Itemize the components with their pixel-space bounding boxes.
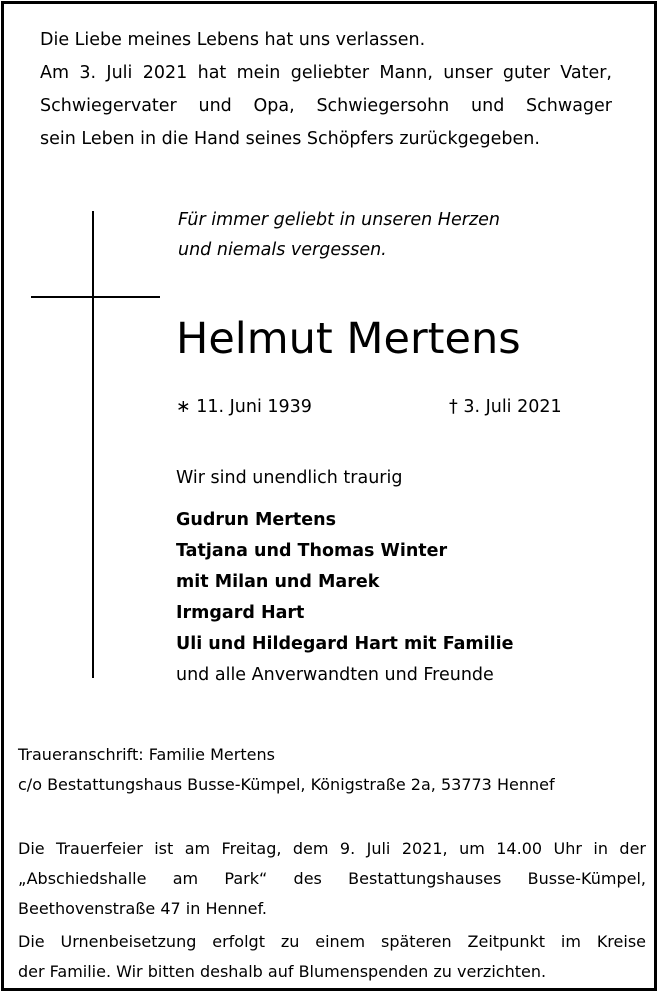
ceremony-line: Beethovenstraße 47 in Hennef. bbox=[18, 899, 267, 918]
mourner-list bbox=[176, 505, 514, 691]
mourner-name: Gudrun Mertens bbox=[176, 510, 337, 530]
mourner-name: mit Milan und Marek bbox=[176, 572, 380, 592]
ceremony-line: Die Trauerfeier ist am Freitag, dem 9. Juli 2021, um 14.00 Uhr in der bbox=[18, 839, 646, 858]
deceased-name: Helmut Mertens bbox=[176, 314, 521, 364]
intro-line: Die Liebe meines Lebens hat uns verlassen. bbox=[40, 30, 426, 50]
motto bbox=[178, 205, 500, 265]
motto-line: Für immer geliebt in unseren Herzen bbox=[178, 210, 500, 230]
birth-date: ∗ 11. Juni 1939 bbox=[176, 397, 312, 417]
mourner-name: Irmgard Hart bbox=[176, 603, 305, 623]
funeral-ceremony-info bbox=[18, 834, 646, 924]
intro-line: Schwiegervater und Opa, Schwiegersohn und Schwager bbox=[40, 96, 612, 116]
intro-line: sein Leben in die Hand seines Schöpfers zurückgegeben. bbox=[40, 129, 540, 149]
cross-vertical-bar bbox=[92, 211, 94, 678]
urn-burial-info bbox=[18, 927, 646, 987]
urn-line: Die Urnenbeisetzung erfolgt zu einem späteren Zeitpunkt im Kreise bbox=[18, 932, 646, 951]
death-date: † 3. Juli 2021 bbox=[449, 397, 562, 417]
intro-line: Am 3. Juli 2021 hat mein geliebter Mann, unser guter Vater, bbox=[40, 63, 612, 83]
cross-horizontal-bar bbox=[31, 296, 160, 298]
mourner-others: und alle Anverwandten und Freunde bbox=[176, 665, 494, 685]
address-line: Traueranschrift: Familie Mertens bbox=[18, 745, 275, 764]
address-line: c/o Bestattungshaus Busse-Kümpel, Königstraße 2a, 53773 Hennef bbox=[18, 775, 555, 794]
mourning-statement: Wir sind unendlich traurig bbox=[176, 468, 403, 488]
mourner-name: Tatjana und Thomas Winter bbox=[176, 541, 448, 561]
intro-text bbox=[40, 24, 612, 156]
ceremony-line: „Abschiedshalle am Park“ des Bestattungshauses Busse-Kümpel, bbox=[18, 869, 646, 888]
motto-line: und niemals vergessen. bbox=[178, 240, 387, 260]
mourning-address bbox=[18, 740, 555, 800]
urn-line: der Familie. Wir bitten deshalb auf Blumenspenden zu verzichten. bbox=[18, 962, 547, 981]
mourner-name: Uli und Hildegard Hart mit Familie bbox=[176, 634, 514, 654]
